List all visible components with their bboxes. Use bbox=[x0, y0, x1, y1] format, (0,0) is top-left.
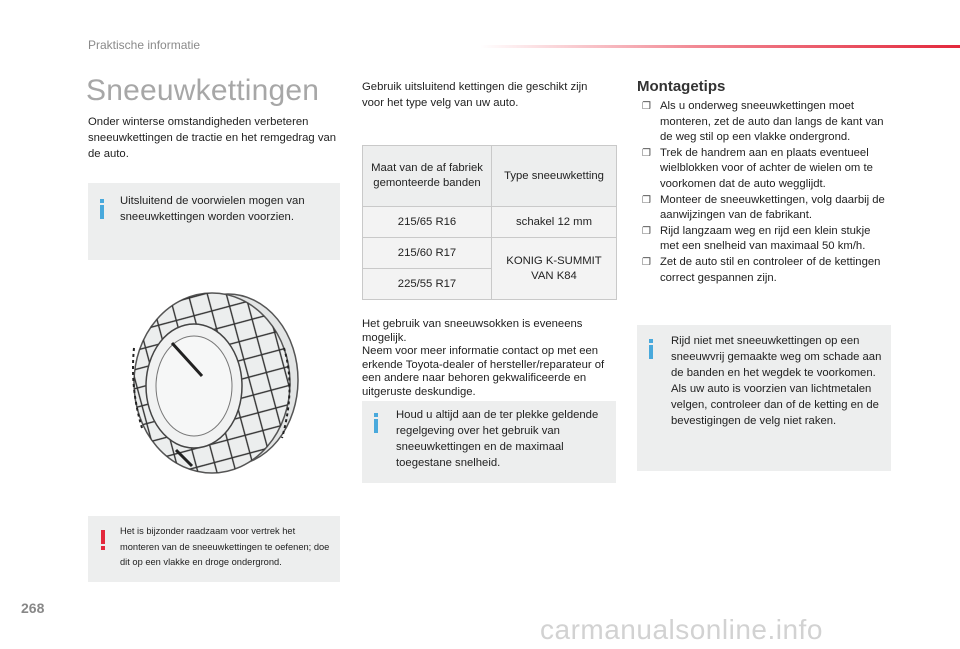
table-header-tire-size: Maat van de af fabriek gemonteerde banden bbox=[363, 146, 492, 207]
montage-title: Montagetips bbox=[637, 78, 726, 95]
warning-text: Het is bijzonder raadzaam voor vertrek het monteren van de sneeuwkettingen te oefenen; doe dit op een vlakke en droge ondergrond. bbox=[120, 526, 330, 567]
list-item bbox=[642, 224, 892, 255]
info-alloy-text: Rijd niet met sneeuwkettingen op een sneeuwvrij gemaakte weg om schade aan de banden en het wegdek te voorkomen. Als uw auto is voorzien van lichtmetalen velgen, controleer dan of de ketting en de bevestigingen de velg niet raken. bbox=[671, 335, 882, 427]
table-header-row bbox=[363, 146, 617, 207]
table-row bbox=[363, 238, 617, 269]
tip-text: Trek de handrem aan en plaats eventueel wielblokken voor of achter de wielen om te voorkomen dat de auto wegglijdt. bbox=[660, 146, 873, 190]
table-cell-size: 215/60 R17 bbox=[363, 238, 492, 269]
table-cell-size: 215/65 R16 bbox=[363, 207, 492, 238]
checkbox-marker-icon: ❐ bbox=[642, 147, 651, 159]
table-row bbox=[363, 207, 617, 238]
checkbox-marker-icon: ❐ bbox=[642, 256, 651, 268]
intro-text: Onder winterse omstandigheden verbeteren sneeuwkettingen de tractie en het remgedrag van de auto. bbox=[88, 116, 337, 160]
list-item bbox=[642, 193, 892, 224]
table-cell-type: KONIG K-SUMMIT VAN K84 bbox=[492, 238, 617, 300]
list-item bbox=[642, 146, 892, 193]
table-cell-type: schakel 12 mm bbox=[492, 207, 617, 238]
checkbox-marker-icon: ❐ bbox=[642, 101, 651, 112]
snow-chain-table bbox=[362, 145, 617, 300]
page-number: 268 bbox=[21, 600, 45, 616]
page-title: Sneeuwkettingen bbox=[86, 74, 320, 107]
info-box-alloy-wheels bbox=[637, 325, 891, 471]
table-header-chain-type: Type sneeuwketting bbox=[492, 146, 617, 207]
info-box-regulations bbox=[362, 401, 616, 483]
checkbox-marker-icon: ❐ bbox=[642, 194, 651, 206]
list-item bbox=[642, 99, 892, 146]
snow-socks-text: Het gebruik van sneeuwsokken is eveneens mogelijk. Neem voor meer informatie contact op met een erkende Toyota-dealer of hersteller/reparateur of een andere naar behoren gekwalificeerde en uitgeruste deskundige. bbox=[362, 318, 605, 398]
montage-tips-list bbox=[642, 99, 892, 286]
warning-box bbox=[88, 516, 340, 582]
info-box-front-wheels bbox=[88, 183, 340, 260]
header-accent-bar bbox=[480, 45, 960, 48]
section-title: Praktische informatie bbox=[88, 38, 201, 52]
tip-text: Rijd langzaam weg en rijd een klein stukje met een snelheid van maximaal 50 km/h. bbox=[660, 224, 871, 253]
info-regulations-text: Houd u altijd aan de ter plekke geldende regelgeving over het gebruik van sneeuwkettingen en de maximaal toegestane snelheid. bbox=[396, 409, 599, 469]
tip-text: Als u onderweg sneeuwkettingen moet monteren, zet de auto dan langs de kant van de weg stil op een vlakke ondergrond. bbox=[660, 100, 884, 144]
list-item bbox=[642, 255, 892, 286]
middle-intro-text: Gebruik uitsluitend kettingen die geschikt zijn voor het type velg van uw auto. bbox=[362, 81, 588, 109]
snow-chain-illustration bbox=[120, 288, 310, 483]
info-front-wheels-text: Uitsluitend de voorwielen mogen van sneeuwkettingen worden voorzien. bbox=[120, 195, 305, 223]
watermark: carmanualsonline.info bbox=[540, 614, 823, 645]
tip-text: Zet de auto stil en controleer of de kettingen correct gespannen zijn. bbox=[660, 255, 881, 284]
table-cell-size: 225/55 R17 bbox=[363, 269, 492, 300]
tip-text: Monteer de sneeuwkettingen, volg daarbij de aanwijzingen van de fabrikant. bbox=[660, 193, 885, 222]
checkbox-marker-icon: ❐ bbox=[642, 225, 651, 237]
